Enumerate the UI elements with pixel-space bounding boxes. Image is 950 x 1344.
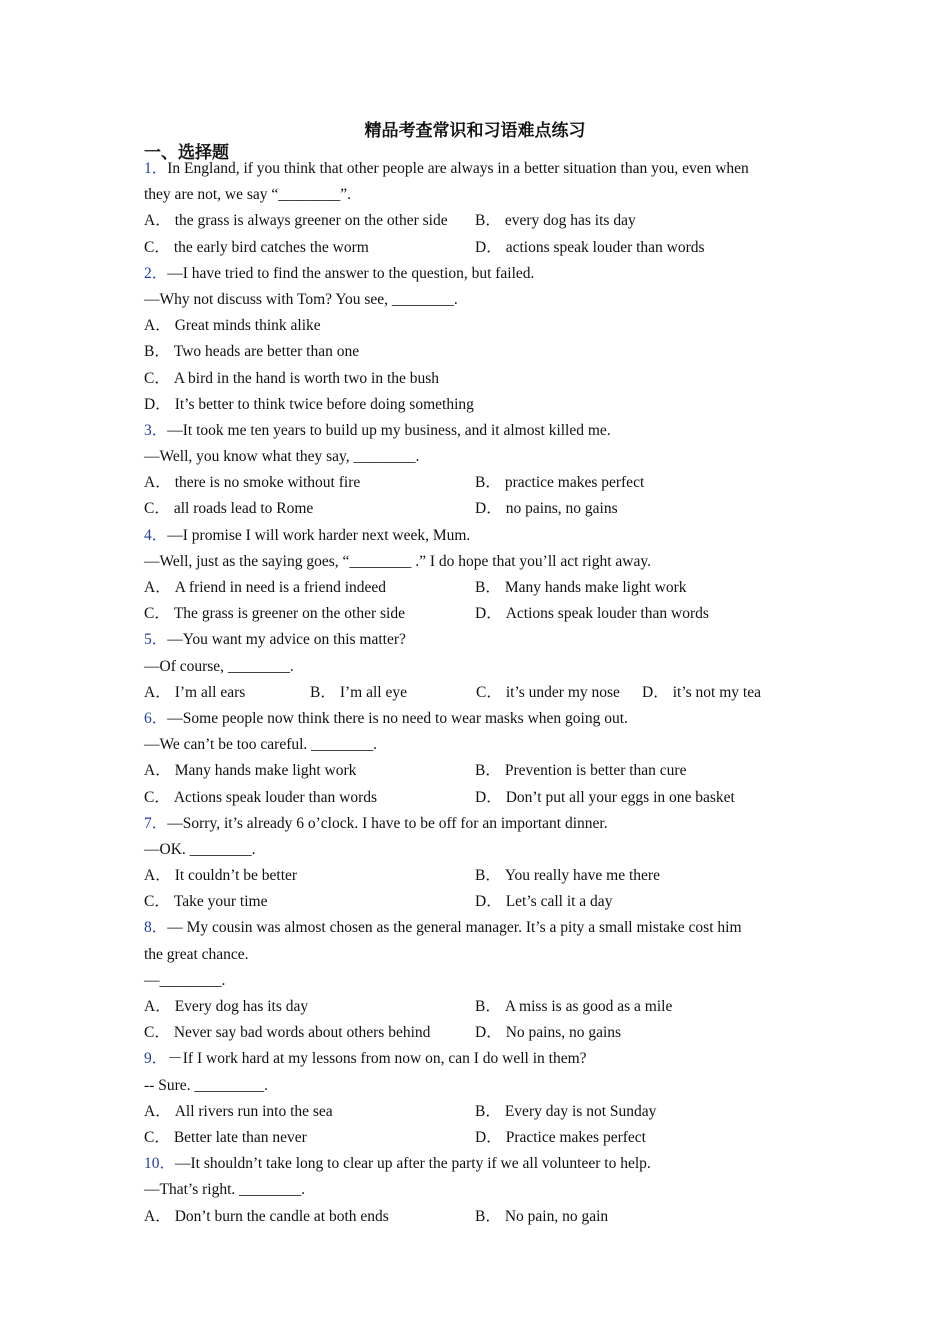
option-text: I’m all eye [339, 683, 407, 701]
question-line [144, 837, 804, 863]
option-text: actions speak louder than words [505, 238, 705, 256]
question-line [144, 1073, 804, 1099]
option-letter: A． [144, 998, 171, 1015]
option-text: the grass is always greener on the other side [174, 212, 448, 230]
option-letter: A． [144, 762, 171, 780]
option-letter: C． [144, 500, 170, 518]
question-stem [144, 706, 804, 732]
options-row [144, 1125, 804, 1151]
question-stem [144, 915, 804, 941]
option-text: Many hands make light work [174, 762, 357, 780]
answer-option[interactable] [475, 601, 709, 627]
question-stem [144, 811, 804, 837]
options-row [144, 1020, 804, 1046]
answer-option[interactable] [144, 313, 321, 339]
option-text: it’s under my nose [505, 683, 620, 701]
answer-option[interactable] [144, 496, 475, 522]
question-text: — My cousin was almost chosen as the general manager. It’s a pity a small mistake cost him [167, 919, 742, 937]
question-line [144, 287, 804, 313]
question-text: —We can’t be too careful. ________. [144, 736, 378, 754]
options-row [144, 208, 804, 234]
option-letter: D． [475, 500, 502, 518]
option-letter: B． [475, 867, 501, 885]
answer-option[interactable] [475, 1020, 621, 1046]
option-text: Don’t put all your eggs in one basket [505, 788, 735, 806]
answer-option[interactable] [310, 680, 476, 706]
option-letter: D． [475, 893, 502, 911]
options-row [144, 392, 804, 418]
option-text: It’s better to think twice before doing something [174, 395, 474, 413]
options-row [144, 339, 804, 365]
options-row [144, 785, 804, 811]
option-letter: D． [642, 683, 669, 701]
option-letter: C． [476, 683, 502, 701]
option-text: Actions speak louder than words [173, 788, 378, 806]
question-item [144, 523, 804, 628]
options-row [144, 889, 804, 915]
option-text: all roads lead to Rome [173, 500, 314, 518]
answer-option[interactable] [144, 863, 475, 889]
option-letter: D． [475, 788, 502, 806]
question-text: —It shouldn’t take long to clear up after the party if we all volunteer to help. [175, 1155, 651, 1173]
answer-option[interactable] [144, 366, 439, 392]
question-item [144, 156, 804, 261]
question-line [144, 942, 804, 968]
page-title: 精品考查常识和习语难点练习 [364, 121, 586, 141]
question-stem [144, 1046, 804, 1072]
option-text: All rivers run into the sea [174, 1102, 333, 1120]
option-letter: A． [144, 1102, 171, 1120]
option-letter: B． [475, 762, 501, 780]
options-row [144, 994, 804, 1020]
option-text: A friend in need is a friend indeed [174, 579, 387, 596]
option-text: Great minds think alike [174, 317, 321, 335]
options-row [144, 680, 804, 706]
question-number: 9． [144, 1050, 168, 1068]
option-letter: C． [144, 893, 170, 911]
option-text: I’m all ears [174, 683, 246, 701]
answer-option[interactable] [475, 1125, 646, 1151]
option-letter: A． [144, 474, 171, 492]
option-text: Don’t burn the candle at both ends [174, 1207, 389, 1225]
answer-option[interactable] [475, 208, 636, 234]
section-heading: 一、选择题 [144, 143, 229, 163]
answer-option[interactable] [642, 680, 761, 706]
question-stem [144, 1151, 804, 1177]
answer-option[interactable] [144, 785, 475, 811]
question-text: they are not, we say “________”. [144, 186, 352, 204]
option-text: Every day is not Sunday [504, 1102, 657, 1120]
question-text: the great chance. [144, 945, 249, 963]
answer-option[interactable] [475, 470, 644, 496]
option-text: Practice makes perfect [505, 1128, 646, 1146]
options-row [144, 575, 804, 601]
option-text: You really have me there [504, 867, 660, 885]
answer-option[interactable] [144, 680, 310, 706]
option-letter: D． [475, 1128, 502, 1146]
answer-option[interactable] [144, 392, 474, 418]
answer-option[interactable] [144, 1204, 475, 1230]
option-text: Actions speak louder than words [505, 605, 709, 623]
option-text: A bird in the hand is worth two in the bush [173, 369, 440, 387]
question-number: 5． [144, 631, 168, 649]
question-item [144, 1046, 804, 1151]
answer-option[interactable] [144, 1125, 475, 1151]
option-letter: A． [144, 867, 171, 885]
answer-option[interactable] [144, 575, 475, 601]
question-text: —OK. ________. [144, 840, 256, 858]
question-item [144, 1151, 804, 1230]
options-row [144, 496, 804, 522]
answer-option[interactable] [144, 601, 475, 627]
question-stem [144, 261, 804, 287]
option-letter: C． [144, 605, 170, 623]
answer-option[interactable] [144, 1099, 475, 1125]
question-text: —Sorry, it’s already 6 o’clock. I have to be off for an important dinner. [167, 814, 608, 832]
question-number: 7． [144, 814, 168, 832]
answer-option[interactable] [475, 758, 686, 784]
option-letter: B． [475, 998, 501, 1015]
option-letter: A． [144, 1207, 171, 1225]
option-letter: A． [144, 212, 171, 230]
question-text: —Well, just as the saying goes, “________ .” I do hope that you’ll act right away. [144, 552, 651, 570]
answer-option[interactable] [476, 680, 642, 706]
question-text: —________. [144, 971, 226, 989]
option-text: Never say bad words about others behind [173, 1024, 431, 1042]
option-text: every dog has its day [504, 212, 636, 230]
option-text: No pain, no gain [504, 1207, 609, 1225]
option-letter: A． [144, 683, 171, 701]
question-text: -- Sure. _________. [144, 1076, 268, 1094]
option-text: No pains, no gains [505, 1024, 622, 1042]
question-item [144, 811, 804, 916]
option-text: It couldn’t be better [174, 867, 298, 885]
question-text: —You want my advice on this matter? [167, 631, 406, 649]
question-number: 2． [144, 264, 168, 282]
answer-option[interactable] [144, 208, 475, 234]
option-text: A miss is as good as a mile [504, 998, 673, 1015]
option-text: Let’s call it a day [505, 893, 613, 911]
options-row [144, 470, 804, 496]
question-number: 10． [144, 1155, 176, 1173]
question-number: 6． [144, 709, 168, 727]
option-letter: B． [475, 1207, 501, 1225]
question-text: —I promise I will work harder next week, Mum. [167, 526, 471, 544]
answer-option[interactable] [475, 863, 660, 889]
option-letter: B． [144, 343, 170, 361]
option-text: Many hands make light work [504, 579, 687, 596]
option-letter: D． [144, 395, 171, 413]
answer-option[interactable] [475, 994, 672, 1020]
option-letter: C． [144, 238, 170, 256]
option-letter: B． [475, 212, 501, 230]
options-row [144, 601, 804, 627]
option-text: Prevention is better than cure [504, 762, 687, 780]
answer-option[interactable] [475, 496, 618, 522]
option-text: Two heads are better than one [173, 343, 360, 361]
option-text: no pains, no gains [505, 500, 618, 518]
question-text: In England, if you think that other people are always in a better situation than you, even when [167, 160, 749, 177]
question-line [144, 732, 804, 758]
answer-option[interactable] [475, 1204, 608, 1230]
question-text: —Well, you know what they say, ________. [144, 448, 420, 466]
question-stem [144, 156, 804, 182]
options-row [144, 235, 804, 261]
answer-option[interactable] [144, 235, 475, 261]
question-item [144, 627, 804, 706]
question-number: 3． [144, 421, 168, 439]
question-line [144, 549, 804, 575]
question-line [144, 182, 804, 208]
answer-option[interactable] [475, 785, 735, 811]
question-text: —Some people now think there is no need to wear masks when going out. [167, 709, 628, 727]
question-stem [144, 418, 804, 444]
question-number: 8． [144, 919, 168, 937]
question-stem [144, 627, 804, 653]
answer-option[interactable] [475, 575, 687, 601]
question-line [144, 444, 804, 470]
question-text: —Of course, ________. [144, 657, 294, 675]
option-text: Take your time [173, 893, 268, 911]
option-letter: B． [475, 579, 501, 596]
answer-option[interactable] [475, 1099, 656, 1125]
question-item [144, 261, 804, 418]
options-row [144, 313, 804, 339]
option-letter: C． [144, 369, 170, 387]
option-text: it’s not my tea [672, 683, 761, 701]
question-text: —I have tried to find the answer to the question, but failed. [167, 264, 535, 282]
option-letter: D． [475, 238, 502, 256]
answer-option[interactable] [475, 235, 705, 261]
option-letter: C． [144, 788, 170, 806]
question-number: 1． [144, 160, 168, 177]
question-text: —Why not discuss with Tom? You see, ________. [144, 290, 458, 308]
answer-option[interactable] [144, 889, 475, 915]
answer-option[interactable] [144, 470, 475, 496]
question-list [144, 156, 804, 1230]
question-line [144, 1177, 804, 1203]
option-letter: D． [475, 605, 502, 623]
answer-option[interactable] [144, 758, 475, 784]
option-text: The grass is greener on the other side [173, 605, 405, 623]
question-text: －If I work hard at my lessons from now on, can I do well in them? [167, 1050, 587, 1068]
question-line [144, 654, 804, 680]
question-text: —It took me ten years to build up my business, and it almost killed me. [167, 421, 611, 439]
option-letter: C． [144, 1128, 170, 1146]
option-letter: A． [144, 317, 171, 335]
options-row [144, 1099, 804, 1125]
option-letter: D． [475, 1024, 502, 1042]
answer-option[interactable] [144, 339, 359, 365]
option-letter: B． [310, 683, 336, 701]
option-text: Better late than never [173, 1128, 307, 1146]
answer-option[interactable] [475, 889, 612, 915]
question-line [144, 968, 804, 994]
option-text: there is no smoke without fire [174, 474, 361, 492]
question-item [144, 915, 804, 1046]
question-text: —That’s right. ________. [144, 1181, 306, 1199]
answer-option[interactable] [144, 1020, 475, 1046]
option-letter: B． [475, 1102, 501, 1120]
option-letter: A． [144, 579, 171, 596]
question-number: 4． [144, 526, 168, 544]
option-letter: B． [475, 474, 501, 492]
options-row [144, 1204, 804, 1230]
option-text: practice makes perfect [504, 474, 645, 492]
option-letter: C． [144, 1024, 170, 1042]
answer-option[interactable] [144, 994, 475, 1020]
question-item [144, 706, 804, 811]
question-item [144, 418, 804, 523]
options-row [144, 758, 804, 784]
options-row [144, 366, 804, 392]
options-row [144, 863, 804, 889]
option-text: Every dog has its day [174, 998, 309, 1015]
option-text: the early bird catches the worm [173, 238, 369, 256]
question-stem [144, 523, 804, 549]
